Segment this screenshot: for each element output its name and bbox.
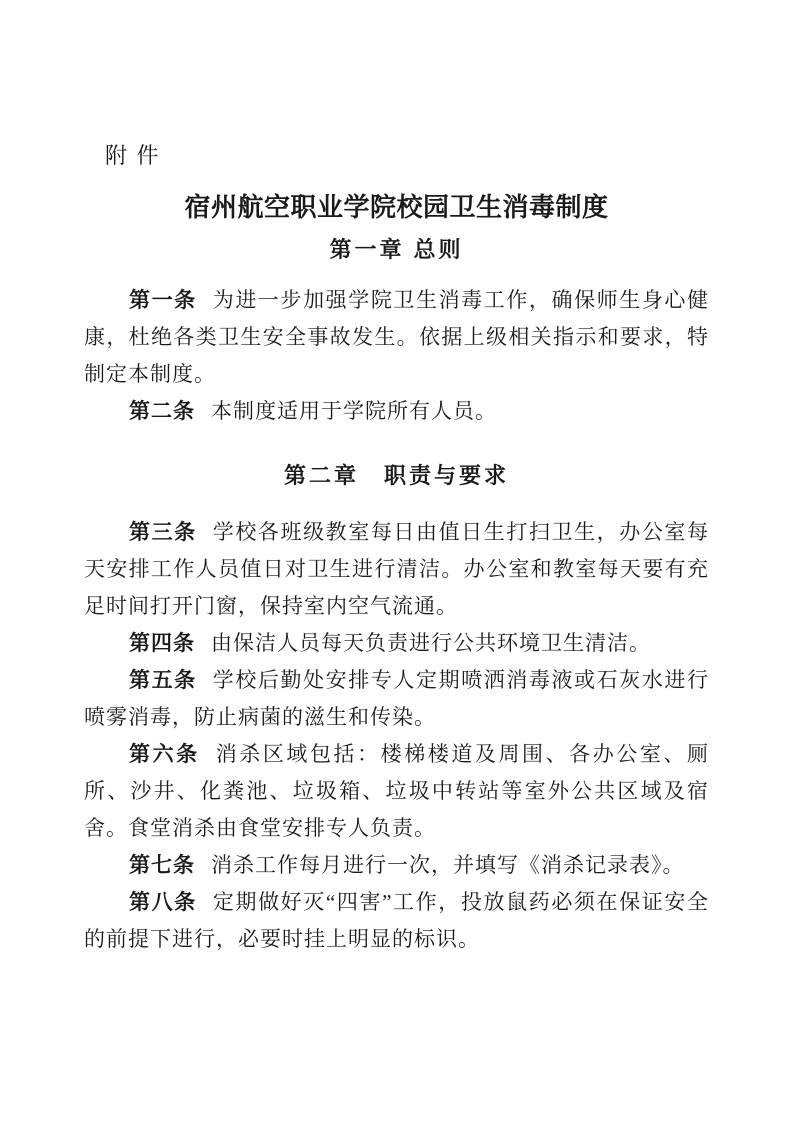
article-paragraph bbox=[84, 282, 709, 393]
article-number: 第八条 bbox=[129, 891, 197, 914]
article-text: 消杀区域包括：楼梯楼道及周围、各办公室、厕所、沙井、化粪池、垃圾箱、垃圾中转站等室外公共区域及宿舍。食堂消杀由食堂安排专人负责。 bbox=[84, 742, 710, 840]
article-text: 定期做好灭“四害”工作，投放鼠药必须在保证安全的前提下进行，必要时挂上明显的标识。 bbox=[84, 890, 709, 951]
article-paragraph bbox=[84, 847, 709, 884]
article-number: 第五条 bbox=[129, 669, 197, 692]
article-paragraph bbox=[84, 393, 709, 430]
article-text: 消杀工作每月进行一次，并填写《消杀记录表》。 bbox=[211, 853, 685, 877]
article-number: 第六条 bbox=[129, 743, 200, 766]
article-number: 第二条 bbox=[129, 400, 195, 423]
chapter-2-heading: 第二章 职责与要求 bbox=[283, 463, 509, 488]
article-number: 第一条 bbox=[129, 289, 197, 312]
article-text: 为进一步加强学院卫生消毒工作，确保师生身心健康，杜绝各类卫生安全事故发生。依据上级相关指示和要求，特制定本制度。 bbox=[84, 288, 709, 386]
article-text: 本制度适用于学院所有人员。 bbox=[211, 399, 497, 423]
article-paragraph bbox=[84, 514, 709, 625]
article-text: 学校后勤处安排专人定期喷洒消毒液或石灰水进行喷雾消毒，防止病菌的滋生和传染。 bbox=[84, 668, 709, 729]
article-number: 第七条 bbox=[129, 854, 195, 877]
article-number: 第四条 bbox=[129, 632, 195, 655]
article-paragraph bbox=[84, 662, 709, 736]
article-paragraph bbox=[84, 884, 709, 958]
document-title: 宿州航空职业学院校园卫生消毒制度 bbox=[184, 192, 609, 222]
chapter-1-heading: 第一章 总则 bbox=[329, 237, 464, 262]
article-paragraph bbox=[84, 625, 709, 662]
attachment-label: 附 件 bbox=[105, 143, 161, 168]
chapter-2-articles bbox=[84, 514, 709, 958]
article-number: 第三条 bbox=[129, 521, 197, 544]
chapter-1-articles bbox=[84, 282, 709, 430]
article-paragraph bbox=[84, 736, 709, 847]
article-text: 学校各班级教室每日由值日生打扫卫生，办公室每天安排工作人员值日对卫生进行清洁。办公室和教室每天要有充足时间打开门窗，保持室内空气流通。 bbox=[84, 520, 709, 618]
article-text: 由保洁人员每天负责进行公共环境卫生清洁。 bbox=[211, 631, 651, 655]
